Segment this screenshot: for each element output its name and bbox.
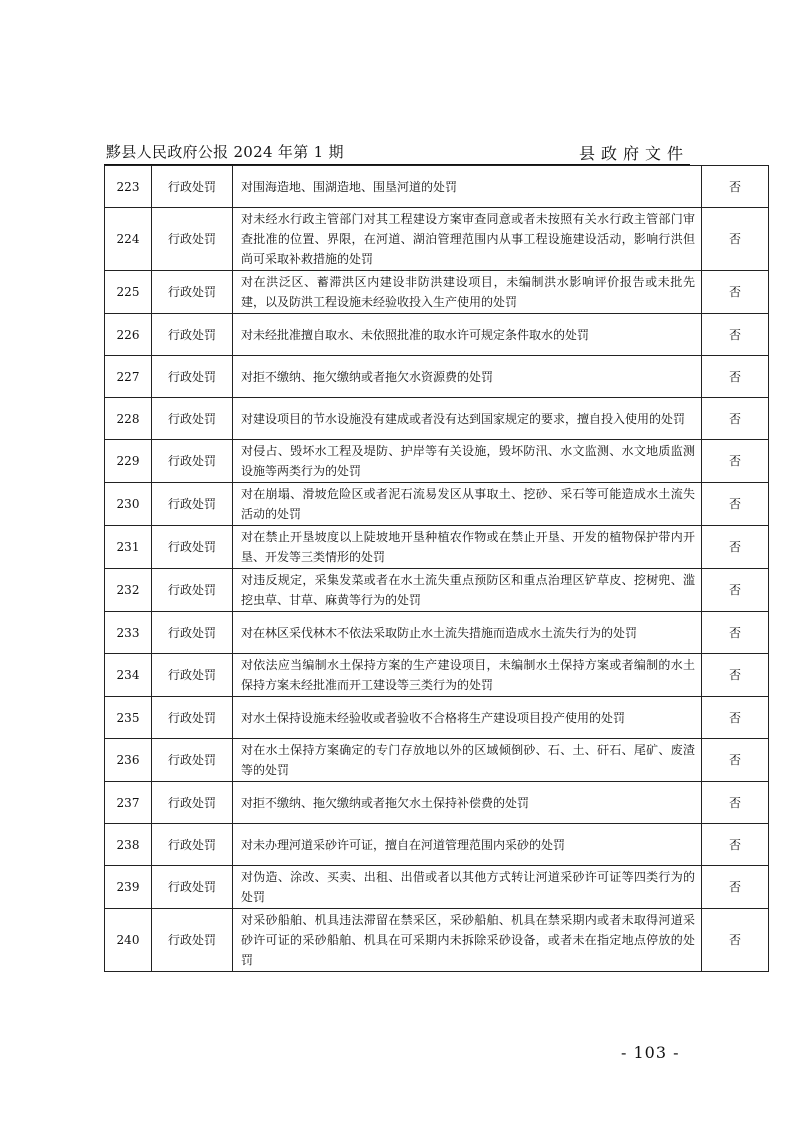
table-row xyxy=(105,697,769,739)
row-item: 对在林区采伐林木不依法采取防止水土流失措施而造成水土流失行为的处罚 xyxy=(233,612,702,654)
row-number: 234 xyxy=(105,654,152,697)
row-category: 行政处罚 xyxy=(152,166,233,208)
row-item: 对拒不缴纳、拖欠缴纳或者拖欠水土保持补偿费的处罚 xyxy=(233,782,702,824)
power-list-table xyxy=(104,165,769,972)
row-number: 223 xyxy=(105,166,152,208)
table-row xyxy=(105,866,769,909)
row-item: 对采砂船舶、机具违法滞留在禁采区，采砂船舶、机具在禁采期内或者未取得河道采砂许可证的采砂船舶、机具在可采期内未拆除采砂设备，或者未在指定地点停放的处罚 xyxy=(233,909,702,972)
table-row xyxy=(105,526,769,569)
table-row xyxy=(105,483,769,526)
row-flag: 否 xyxy=(702,526,769,569)
row-item: 对未办理河道采砂许可证，擅自在河道管理范围内采砂的处罚 xyxy=(233,824,702,866)
row-number: 232 xyxy=(105,569,152,612)
row-category: 行政处罚 xyxy=(152,739,233,782)
row-flag: 否 xyxy=(702,612,769,654)
row-flag: 否 xyxy=(702,440,769,483)
row-item: 对在水土保持方案确定的专门存放地以外的区域倾倒砂、石、土、矸石、尾矿、废渣等的处罚 xyxy=(233,739,702,782)
page-number: - 103 - xyxy=(621,1043,680,1062)
row-item: 对依法应当编制水土保持方案的生产建设项目，未编制水土保持方案或者编制的水土保持方案未经批准而开工建设等三类行为的处罚 xyxy=(233,654,702,697)
table-row xyxy=(105,739,769,782)
row-item: 对未经水行政主管部门对其工程建设方案审查同意或者未按照有关水行政主管部门审查批准的位置、界限，在河道、湖泊管理范围内从事工程设施建设活动，影响行洪但尚可采取补救措施的处罚 xyxy=(233,208,702,271)
publication-title: 黟县人民政府公报 2024 年第 1 期 xyxy=(106,143,344,161)
row-number: 233 xyxy=(105,612,152,654)
row-flag: 否 xyxy=(702,909,769,972)
row-item: 对建设项目的节水设施没有建成或者没有达到国家规定的要求，擅自投入使用的处罚 xyxy=(233,398,702,440)
table-row xyxy=(105,654,769,697)
row-number: 227 xyxy=(105,356,152,398)
row-flag: 否 xyxy=(702,739,769,782)
row-number: 229 xyxy=(105,440,152,483)
row-number: 231 xyxy=(105,526,152,569)
row-category: 行政处罚 xyxy=(152,526,233,569)
row-category: 行政处罚 xyxy=(152,866,233,909)
row-category: 行政处罚 xyxy=(152,483,233,526)
row-flag: 否 xyxy=(702,782,769,824)
section-title: 县政府文件 xyxy=(578,144,689,163)
table-row xyxy=(105,909,769,972)
table-row xyxy=(105,208,769,271)
row-number: 238 xyxy=(105,824,152,866)
table-row xyxy=(105,398,769,440)
row-item: 对拒不缴纳、拖欠缴纳或者拖欠水资源费的处罚 xyxy=(233,356,702,398)
row-item: 对围海造地、围湖造地、围垦河道的处罚 xyxy=(233,166,702,208)
row-category: 行政处罚 xyxy=(152,654,233,697)
row-category: 行政处罚 xyxy=(152,569,233,612)
row-category: 行政处罚 xyxy=(152,314,233,356)
row-category: 行政处罚 xyxy=(152,697,233,739)
table-row xyxy=(105,782,769,824)
row-number: 224 xyxy=(105,208,152,271)
row-flag: 否 xyxy=(702,271,769,314)
row-item: 对在崩塌、滑坡危险区或者泥石流易发区从事取土、挖砂、采石等可能造成水土流失活动的处罚 xyxy=(233,483,702,526)
row-number: 239 xyxy=(105,866,152,909)
row-number: 235 xyxy=(105,697,152,739)
row-number: 240 xyxy=(105,909,152,972)
row-category: 行政处罚 xyxy=(152,208,233,271)
table-row xyxy=(105,824,769,866)
row-item: 对侵占、毁坏水工程及堤防、护岸等有关设施，毁坏防汛、水文监测、水文地质监测设施等两类行为的处罚 xyxy=(233,440,702,483)
row-category: 行政处罚 xyxy=(152,271,233,314)
row-flag: 否 xyxy=(702,866,769,909)
table-row xyxy=(105,612,769,654)
row-item: 对水土保持设施未经验收或者验收不合格将生产建设项目投产使用的处罚 xyxy=(233,697,702,739)
row-flag: 否 xyxy=(702,654,769,697)
row-category: 行政处罚 xyxy=(152,356,233,398)
row-item: 对未经批准擅自取水、未依照批准的取水许可规定条件取水的处罚 xyxy=(233,314,702,356)
table-body xyxy=(105,166,769,972)
table-row xyxy=(105,314,769,356)
row-flag: 否 xyxy=(702,824,769,866)
table-row xyxy=(105,440,769,483)
row-flag: 否 xyxy=(702,483,769,526)
row-number: 236 xyxy=(105,739,152,782)
row-item: 对伪造、涂改、买卖、出租、出借或者以其他方式转让河道采砂许可证等四类行为的处罚 xyxy=(233,866,702,909)
row-flag: 否 xyxy=(702,569,769,612)
row-item: 对在洪泛区、蓄滞洪区内建设非防洪建设项目，未编制洪水影响评价报告或未批先建，以及防洪工程设施未经验收投入生产使用的处罚 xyxy=(233,271,702,314)
row-category: 行政处罚 xyxy=(152,612,233,654)
row-number: 226 xyxy=(105,314,152,356)
row-category: 行政处罚 xyxy=(152,782,233,824)
row-flag: 否 xyxy=(702,166,769,208)
row-category: 行政处罚 xyxy=(152,824,233,866)
row-flag: 否 xyxy=(702,208,769,271)
row-item: 对在禁止开垦坡度以上陡坡地开垦种植农作物或在禁止开垦、开发的植物保护带内开垦、开发等三类情形的处罚 xyxy=(233,526,702,569)
row-item: 对违反规定，采集发菜或者在水土流失重点预防区和重点治理区铲草皮、挖树兜、滥挖虫草、甘草、麻黄等行为的处罚 xyxy=(233,569,702,612)
table-row xyxy=(105,569,769,612)
row-flag: 否 xyxy=(702,356,769,398)
row-category: 行政处罚 xyxy=(152,398,233,440)
table-row xyxy=(105,356,769,398)
row-number: 228 xyxy=(105,398,152,440)
row-flag: 否 xyxy=(702,697,769,739)
row-category: 行政处罚 xyxy=(152,909,233,972)
table-row xyxy=(105,166,769,208)
row-flag: 否 xyxy=(702,314,769,356)
row-number: 230 xyxy=(105,483,152,526)
row-number: 237 xyxy=(105,782,152,824)
row-number: 225 xyxy=(105,271,152,314)
table-row xyxy=(105,271,769,314)
row-flag: 否 xyxy=(702,398,769,440)
row-category: 行政处罚 xyxy=(152,440,233,483)
